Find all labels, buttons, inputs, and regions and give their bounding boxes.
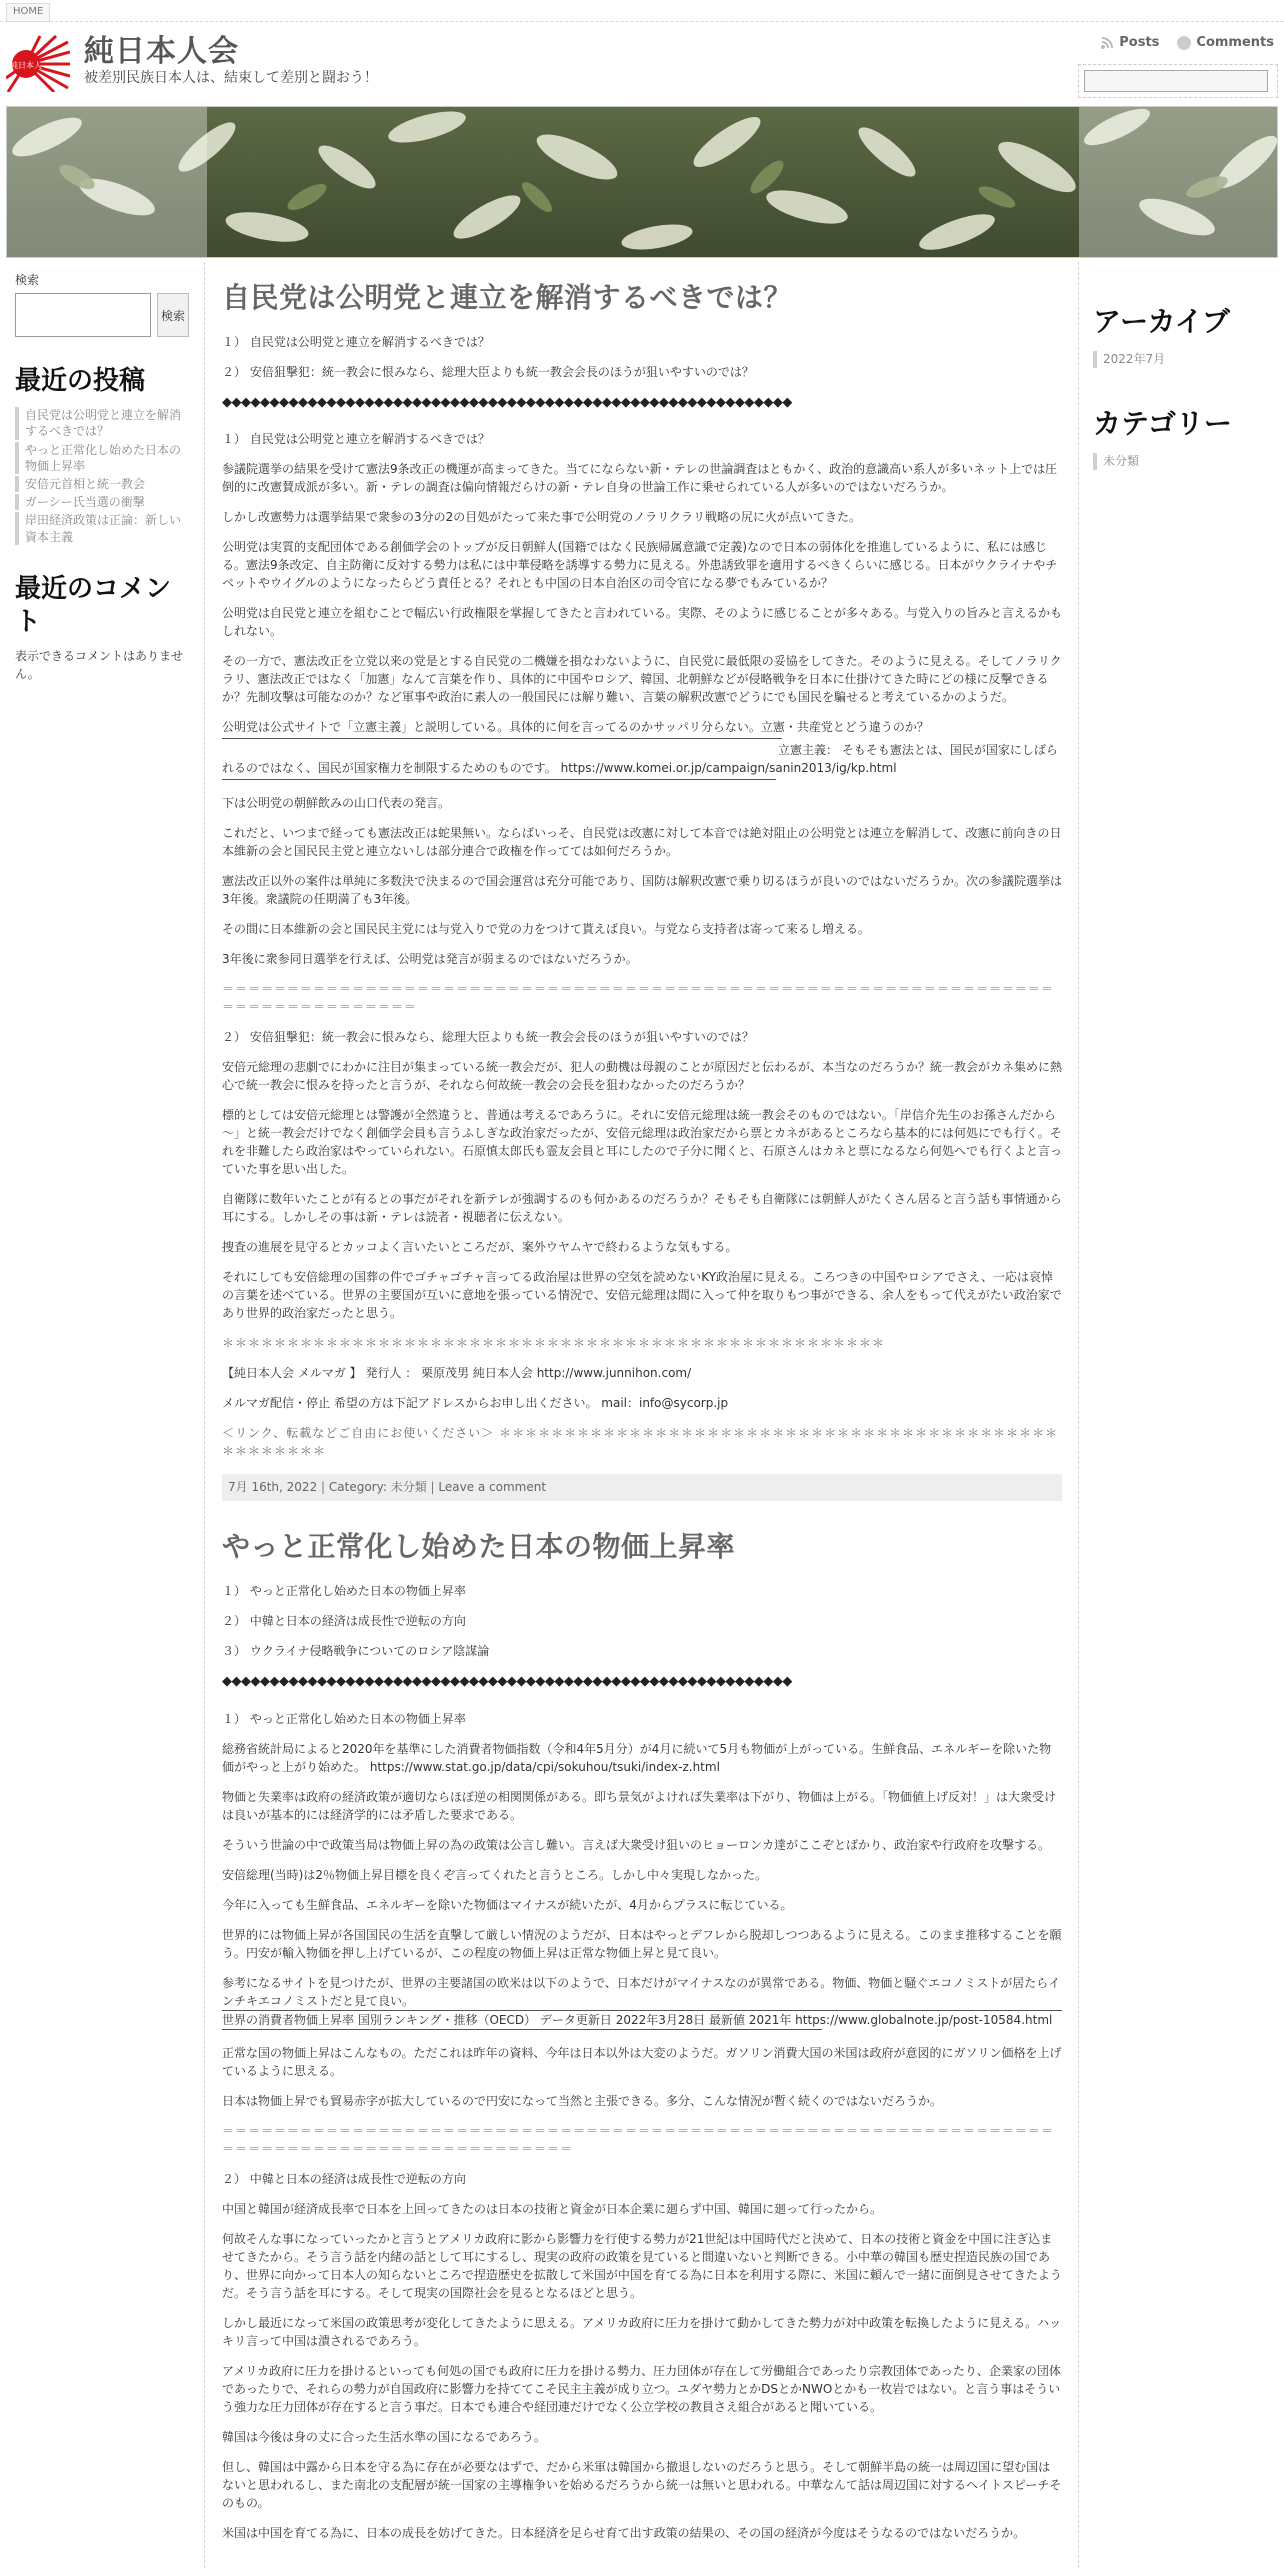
toc-item: ２） 中韓と日本の経済は成長性で逆転の方向 [222,1614,466,1629]
post-title-link[interactable]: 自民党は公明党と連立を解消するべきでは？ [222,281,793,314]
paragraph: 安倍総理(当時)は2％物価上昇目標を良くぞ言ってくれたと言うところ。しかし中々実現しなかった。 [222,1867,768,1882]
paragraph: 世界の消費者物価上昇率 国別ランキング・推移（OECD） データ更新日 2022年3月28日 最新値 2021年 https://www.globalnote.jp/post-10584.html [222,2012,1053,2027]
paragraph: 物価と失業率は政府の経済政策が適切ならほぼ逆の相関関係がある。即ち景気がよければ失業率は下がり、物価は上がる。「物価値上げ反対！」は大衆受けは良いが基本的には経済学的には矛盾した要求である。 [222,1789,1057,1822]
paragraph: 標的としては安倍元総理とは警護が全然違うと、普通は考えるであろうに。それに安倍元総理は統一教会そのものではない。「岸信介先生のお孫さんだから～」と統一教会だけでなく創価学会員も言うふしぎな政治家だったが、安倍元総理は政治家だから票とカネがあるところなら基本的には何処にでも行く。それを非難したら政治家はやっていられない。石原慎太郎氏も霊友会員と耳にしたので子分に聞くと、石原さんはカネと票になるなら何処へでも行くよと言っていた事を思い出した。 [222,1108,1063,1177]
paragraph: 総務省統計局によると2020年を基準にした消費者物価指数（令和4年5月分）が4月に続いて5月も物価が上がっている。生鮮食品、エネルギーを除いた物価がやっと上がり始めた。 https://www.stat.go.jp/data/cpi/sokuhou/tsuki/index-z.html [222,1741,1052,1774]
newsletter-line: メルマガ配信・停止 希望の方は下記アドレスからお申し出ください。 mail：info@sycorp.jp [222,1396,729,1411]
left-sidebar [0,262,205,2568]
post-date: 7月 16th, 2022 [228,1480,318,1495]
header-search-input[interactable] [1084,70,1268,92]
paragraph: 韓国は今後は身の丈に合った生活水準の国になるであろう。 [222,2429,546,2444]
section-heading: １） 自民党は公明党と連立を解消するべきでは？ [222,432,490,447]
paragraph: 今年に入っても生鮮食品、エネルギーを除いた物価はマイナスが続いたが、4月からプラスに転じている。 [222,1897,793,1912]
paragraph: 何故そんな事になっていったかと言うとアメリカ政府に影から影響力を行使する勢力が21世紀は中国時代だと決めて、日本の技術と資金を中国に注ぎ込ませてきたから。そう言う話を内緒の話として耳にするし、現実の政府の政策を見ていると間違いないと判断できる。小中華の韓国も歴史捏造民族の国であり、世界に向かって日本人の知らないところで捏造歴史を拡散して米国が中国を育てる為に日本を利用する際に、米国に頼んで一緒に面倒見させてきたようだ。そう言う話を耳にする。そして現実の国際社会を見るとなるほどと思う。 [222,2231,1062,2300]
sidebar-search-input[interactable] [15,293,151,337]
paragraph: これだと、いつまで経っても憲法改正は蛇果無い。ならばいっそ、自民党は改憲に対して本音では絶対阻止の公明党とは連立を解消して、改憲に前向きの日本維新の会と国民民主党と連立ないしは部分連合で政権を作ってては如何だろうか。 [222,826,1062,859]
recent-posts-title: 最近の投稿 [15,366,146,397]
recent-posts-list [15,407,189,545]
archives-title: アーカイブ [1093,305,1230,338]
feed-links [1100,34,1274,53]
svg-text:純日本人: 純日本人 [10,61,42,70]
toc-item: ２） 安倍狙撃犯：統一教会に恨みなら、総理大臣よりも統一教会会長のほうが狙いやすいのでは？ [222,364,754,379]
paragraph: 安倍元総理の悲劇でにわかに注目が集まっている統一教会だが、犯人の動機は母親のことが原因だと伝わるが、本当なのだろうか？統一教会がカネ集めに熱心で統一教会に恨みを持ったと言うが、それなら何故統一教会の会長を狙わなかったのだろうか？ [222,1060,1063,1093]
recent-comments-title: 最近のコメント [15,573,172,638]
diamond-divider: ◆◆◆◆◆◆◆◆◆◆◆◆◆◆◆◆◆◆◆◆◆◆◆◆◆◆◆◆◆◆◆◆◆◆◆◆◆◆◆◆◆◆◆◆◆◆◆◆◆◆◆◆◆◆◆◆◆◆◆◆ [222,1674,792,1690]
header-search-box [1078,64,1278,98]
diamond-divider: ◆◆◆◆◆◆◆◆◆◆◆◆◆◆◆◆◆◆◆◆◆◆◆◆◆◆◆◆◆◆◆◆◆◆◆◆◆◆◆◆◆◆◆◆◆◆◆◆◆◆◆◆◆◆◆◆◆◆◆◆ [222,394,792,410]
paragraph: 公明党は自民党と連立を組むことで幅広い行政権限を掌握してきたと言われている。実際、そのように感じることが多々ある。与党入りの旨みと言えるかもしれない。 [222,606,1063,639]
nav-home-link[interactable]: HOME [6,3,50,22]
right-sidebar [1078,262,1284,2568]
star-divider: ＊＊＊＊＊＊＊＊＊＊＊＊＊＊＊＊＊＊＊＊＊＊＊＊＊＊＊＊＊＊＊＊＊＊＊＊＊＊＊＊＊＊＊＊＊＊＊＊＊＊＊ [222,1336,886,1351]
sidebar-search-button[interactable]: 検索 [157,293,189,337]
recent-post-link[interactable]: 安倍元首相と統一教会 [15,476,189,492]
category-link[interactable]: 未分類 [390,1480,427,1495]
site-logo[interactable] [6,34,70,92]
search-label: 検索 [15,273,40,287]
section-heading: ２） 中韓と日本の経済は成長性で逆転の方向 [222,2171,466,2186]
posts-feed-label: Posts [1119,35,1160,50]
categories-title: カテゴリー [1093,406,1232,440]
quote-url-link[interactable]: https://www.komei.or.jp/campaign/sanin2013/ig/kp.html [560,761,897,776]
equals-divider: ＝＝＝＝＝＝＝＝＝＝＝＝＝＝＝＝＝＝＝＝＝＝＝＝＝＝＝＝＝＝＝＝＝＝＝＝＝＝＝＝＝＝＝＝＝＝＝＝＝＝＝＝＝＝＝＝＝＝＝＝＝＝＝＝＝＝＝＝＝＝＝＝＝＝＝＝＝＝＝ [222,982,1055,1015]
paragraph: その間に日本維新の会と国民民主党には与党入りで党の力をつけて貰えば良い。与党なら支持者は寄って来るし増える。 [222,922,871,937]
recent-post-link[interactable]: やっと正常化し始めた日本の物価上昇率 [15,442,189,474]
paragraph: 下は公明党の朝鮮飲みの山口代表の発言。 [222,796,451,811]
rss-icon [1100,36,1114,50]
toc-item: １） やっと正常化し始めた日本の物価上昇率 [222,1584,466,1599]
divider-line [222,2029,822,2030]
comment-icon [1177,36,1191,50]
paragraph: しかし最近になって米国の政策思考が変化してきたように思える。アメリカ政府に圧力を掛けて動かしてきた勢力が対中政策を転換したように見える。ハッキリ言って中国は潰されるであろう。 [222,2315,1062,2348]
paragraph: 米国は中国を育てる為に、日本の成長を妨げてきた。日本経済を足らせ育て出す政策の結果の、その国の経済が今度はそうなるのではないだろうか。 [222,2525,1026,2540]
paragraph: 3年後に衆参同日選挙を行えば、公明党は発言が弱まるのではないだろうか。 [222,952,638,967]
paragraph: 公明党は実質的支配団体である創価学会のトップが反日朝鮮人(国籍ではなく民族帰属意識で定義)なので日本の弱体化を推進しているように、私には感じる。憲法9条改定、自主防衛に反対する勢力は私には中華侵略を誘導する勢力に見える。外患誘致罪を適用するべきくらいに感じる。日本がウクライナやチベットやウイグルのようになったらどう責任とる？それとも中国の日本自治区の司令官になる夢でもみているか？ [222,540,1058,591]
quote-text: そもそも憲法とは、国民が国家にしばられるのではなく、国民が国家権力を制限するためのものです。 [222,743,1058,776]
paragraph: それにしても安倍総理の国葬の件でゴチャゴチャ言ってる政治屋は世界の空気を読めないKY政治屋に見える。ころつきの中国やロシアでさえ、一応は哀悼の言葉を述べている。世界の主要国が互いに意地を張っている情況で、安倍元総理は間に入って仲を取りもつ事ができる、余人をもって代えがたい政治家であり世界的政治家だったと思う。 [222,1270,1062,1321]
post-article [222,1527,1062,2541]
divider-line [222,779,776,780]
paragraph: そういう世論の中で政策当局は物価上昇の為の政策は公言し難い。言えば大衆受け狙いのヒョーロンカ達がここぞとばかり、政治家や行政府を攻撃する。 [222,1837,1051,1852]
paragraph: 参考になるサイトを見つけたが、世界の主要諸国の欧米は以下のようで、日本だけがマイナスなのが異常である。物価、物価と騒ぐエコノミストが居たらインチキエコノミストだと見て良い。 [222,1975,1061,2008]
newsletter-line: 【純日本人会 メルマガ 】 発行人 ： 栗原茂男 純日本人会 http://www.junnihon.com/ [222,1366,692,1381]
paragraph: 公明党は公式サイトで「立憲主義」と説明している。具体的に何を言ってるのかサッパリ分らない。立憲・共産党とどう違うのか？ [222,720,929,735]
toc-item: １） 自民党は公明党と連立を解消するべきでは？ [222,334,490,349]
paragraph: その一方で、憲法改正を立党以来の党是とする自民党の二機嫌を損なわないように、自民党に最低限の妥協をしてきた。そのように見える。そしてノラリクラリ、憲法改正ではなく「加憲」なんて言葉を作り、具体的に中国やロシア、韓国、北朝鮮などが侵略戦争を日本に仕掛けてきた時にどの様に反撃できるか？先制攻撃は可能なのか？など軍事や政治に素人の一般国民には解り難い、言葉の解釈改憲でどうにでも国民を騙せると考えているかのようだ。 [222,654,1062,705]
comments-feed-link[interactable] [1177,34,1274,53]
site-header [0,22,1284,106]
quote-block [222,741,1062,777]
paragraph: 参議院選挙の結果を受けて憲法9条改正の機運が高まってきた。当てにならない新・テレの世論調査はともかく、政治的意識高い系人が多いネット上では圧倒的に改憲賛成派が多い。新・テレの調査は偏向情報だらけの新・テレ自身の世論工作に乗せられている人が多いのではないだろうか。 [222,462,1058,495]
toc-item: ３） ウクライナ侵略戦争についてのロシア陰謀論 [222,1644,490,1659]
paragraph: 中国と韓国が経済成長率で日本を上回ってきたのは日本の技術と資金が日本企業に廻らず中国、韓国に廻って行ったから。 [222,2201,883,2216]
paragraph: 憲法改正以外の案件は単純に多数決で決まるので国会運営は充分可能であり、国防は解釈改憲で乗り切るほうが良いのではないだろうか。次の参議院選挙は3年後。衆議院の任期満了も3年後。 [222,874,1063,907]
post-meta: 7月 16th, 2022 | Category: 未分類 | Leave a comment [222,1474,1062,1501]
paragraph: 自衛隊に数年いたことが有るとの事だがそれを新テレが強調するのも何かあるのだろうか？そもそも自衛隊には朝鮮人がたくさん居ると言う話も事情通から耳にする。しかしその事は新・テレは読者・視聴者に伝えない。 [222,1192,1062,1225]
paragraph: 捜査の進展を見守るとカッコよく言いたいところだが、案外ウヤムヤで終わるような気もする。 [222,1240,738,1255]
equals-divider: ＝＝＝＝＝＝＝＝＝＝＝＝＝＝＝＝＝＝＝＝＝＝＝＝＝＝＝＝＝＝＝＝＝＝＝＝＝＝＝＝＝＝＝＝＝＝＝＝＝＝＝＝＝＝＝＝＝＝＝＝＝＝＝＝＝＝＝＝＝＝＝＝＝＝＝＝＝＝＝＝＝＝＝＝＝＝＝＝＝＝＝ [222,2123,1055,2156]
main-content [206,262,1078,2568]
category-label: Category: [328,1480,387,1495]
paragraph: 正常な国の物価上昇はこんなもの。ただこれは昨年の資料、今年は日本以外は大変のようだ。ガソリン消費大国の米国は政府が意図的にガソリン価格を上げているように思える。 [222,2045,1062,2078]
sidebar-search [15,293,189,337]
paragraph: 但し、韓国は中露から日本を守る為に存在が必要なはずで、だから米軍は韓国から撤退しないのだろうと思う。そして朝鮮半島の統一は周辺国に望む国はないと思われるし、また南北の支配層が統一国家の主導権争いを始めるだろうから統一は無いと思われる。中華なんて話は周辺国に対するヘイトスピーチそのもの。 [222,2459,1062,2510]
section-heading: ２） 安倍狙撃犯：統一教会に恨みなら、総理大臣よりも統一教会会長のほうが狙いやすいのでは？ [222,1030,754,1045]
recent-post-link[interactable]: 自民党は公明党と連立を解消するべきでは？ [15,407,189,439]
leave-comment-link[interactable]: Leave a comment [438,1480,547,1495]
no-comments-text: 表示できるコメントはありません。 [15,649,184,681]
top-nav [0,0,1284,22]
divider-line [222,738,782,739]
site-title[interactable]: 純日本人会 [84,34,239,69]
quote-lead: 立憲主義： [778,743,839,758]
post-title-link[interactable]: やっと正常化し始めた日本の物価上昇率 [222,1530,736,1564]
archive-link[interactable]: 2022年7月 [1093,351,1270,368]
category-link[interactable]: 未分類 [1093,453,1270,470]
paragraph: アメリカ政府に圧力を掛けるといっても何処の国でも政府に圧力を掛ける勢力、圧力団体が存在して労働組合であったり宗教団体であったり、企業家の団体であったりで、それらの勢力が自国政府に影響力を持ててこそ民主主義が成り立つ。ユダヤ勢力とかDSとかNWOとかも一枚岩ではない。と言う事はそういう強力な圧力団体が存在すると言う事だ。日本でも連合や経団連だけでなく公立学校の教員さえ組合があると聞いている。 [222,2363,1061,2414]
paragraph: 世界的には物価上昇が各国国民の生活を直撃して厳しい情況のようだが、日本はやっとデフレから脱却しつつあるように見える。このまま推移することを願う。円安が輸入物価を押し上げているが、この程度の物価上昇は正常な物価上昇と見て良い。 [222,1927,1062,1960]
posts-feed-link[interactable] [1100,34,1159,53]
header-banner-image [6,106,1278,258]
newsletter-line: ＜リンク、転載などご自由にお使いください＞ ＊＊＊＊＊＊＊＊＊＊＊＊＊＊＊＊＊＊＊＊＊＊＊＊＊＊＊＊＊＊＊＊＊＊＊＊＊＊＊＊＊＊＊＊＊＊＊＊＊＊＊ [222,1426,1059,1459]
recent-post-link[interactable]: ガーシー氏当選の衝撃 [15,494,189,510]
recent-post-link[interactable]: 岸田経済政策は正論：新しい資本主義 [15,512,189,544]
paragraph: しかし改憲勢力は選挙結果で衆参の3分の2の目処がたって来た事で公明党のノラリクラリ戦略の尻に火が点いてきた。 [222,510,862,525]
comments-feed-label: Comments [1196,35,1274,50]
section-heading: １） やっと正常化し始めた日本の物価上昇率 [222,1711,466,1726]
site-description: 被差別民族日本人は、結束して差別と闘おう！ [84,70,378,86]
post-article [222,278,1062,1501]
paragraph: 日本は物価上昇でも貿易赤字が拡大しているので円安になって当然と主張できる。多分、こんな情況が暫く続くのではないだろうか。 [222,2093,943,2108]
